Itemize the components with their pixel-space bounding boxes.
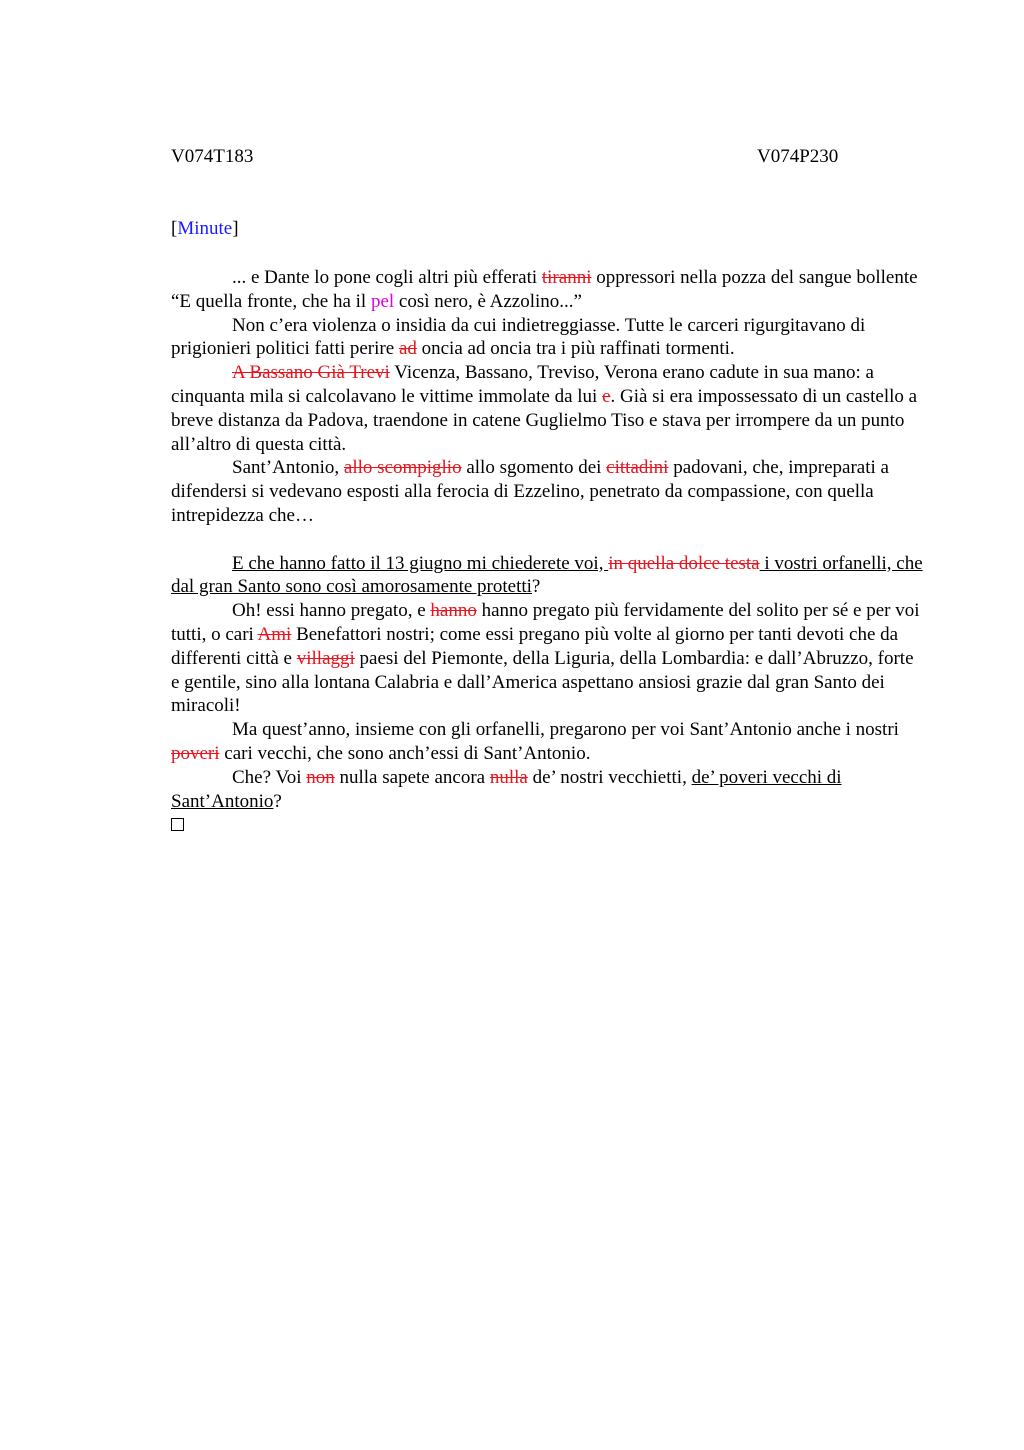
deleted-text: Ami [257, 623, 292, 645]
text: ? [531, 576, 541, 598]
text: nulla sapete ancora [334, 766, 490, 788]
text: . Già si era impossessato di un castello a breve distanza da Padova, traendone in catene Guglielmo Tiso e stava per irrompere da un punto all’altro di questa città. [171, 385, 918, 455]
text: ... e Dante lo pone cogli altri più efferati [232, 267, 542, 288]
bracket-close: ] [232, 218, 239, 239]
text: cari vecchi, che sono anch’essi di Sant’Antonio. [219, 742, 591, 764]
underlined-text: de’ poveri vecchi di Sant’Antonio [171, 766, 842, 812]
paragraph-3 [171, 361, 923, 456]
inserted-text: pel [370, 290, 395, 312]
bracket-open: [ [171, 218, 178, 239]
text: ? [273, 790, 282, 812]
deleted-text: villaggi [296, 647, 355, 669]
header-right-code: V074P230 [757, 146, 839, 167]
header-left-code: V074T183 [171, 146, 254, 167]
paragraph-6 [171, 599, 923, 718]
section-label: Minute [177, 218, 233, 239]
end-box-icon [171, 818, 184, 831]
text: Oh! essi hanno pregato, e [232, 600, 431, 622]
end-marker [171, 813, 923, 838]
deleted-text: non [306, 766, 335, 788]
section-tag [171, 218, 239, 240]
text: oncia ad oncia tra i più raffinati tormenti. [416, 338, 735, 360]
document-body [171, 266, 923, 838]
text: Che? Voi [232, 766, 307, 788]
paragraph-gap [171, 528, 923, 552]
paragraph-8 [171, 766, 923, 814]
text: de’ nostri vecchietti, [527, 766, 692, 788]
deleted-text: hanno [430, 600, 477, 622]
deleted-text: tiranni [541, 267, 592, 288]
text: hanno pregato più fervidamente del solito per sé e per voi tutti, o cari [171, 600, 920, 645]
deleted-text: cittadini [606, 457, 669, 479]
underlined-text: i vostri orfanelli, che dal gran Santo sono così amorosamente protetti [171, 552, 923, 598]
text: Vicenza, Bassano, Treviso, Verona erano cadute in sua mano: a cinquanta mila si calcolavano le vittime immolate da lui [171, 362, 874, 407]
text: così nero, è Azzolino...” [394, 290, 582, 312]
deleted-text: A Bassano Già Trevi [232, 362, 390, 384]
paragraph-5 [171, 552, 923, 600]
paragraph-1 [171, 266, 923, 314]
deleted-text: in quella dolce testa [608, 552, 760, 574]
text: allo sgomento dei [461, 457, 607, 479]
text: Ma quest’anno, insieme con gli orfanelli, pregarono per voi Sant’Antonio anche i nostri [232, 719, 899, 741]
text: oppressori nella pozza del sangue bollente “E quella fronte, che ha il [171, 267, 918, 312]
paragraph-4 [171, 456, 923, 527]
text: Sant’Antonio, [232, 457, 344, 479]
paragraph-7 [171, 718, 923, 766]
text: padovani, che, impreparati a difendersi si vedevano esposti alla ferocia di Ezzelino, penetrato da compassione, con quella intrepidezza che… [171, 457, 889, 526]
underlined-text: E che hanno fatto il 13 giugno mi chiederete voi, [232, 552, 609, 574]
deleted-text: ad [398, 338, 417, 360]
text: paesi del Piemonte, della Liguria, della Lombardia: e dall’Abruzzo, forte e gentile, sino alla lontana Calabria e dall’America aspettano ansiosi grazie dal gran Santo dei miracoli! [171, 647, 914, 717]
deleted-text: nulla [489, 766, 528, 788]
deleted-text: allo scompiglio [343, 457, 462, 479]
text: Benefattori nostri; come essi pregano più volte al giorno per tanti devoti che da differenti città e [171, 623, 899, 669]
deleted-text: e [602, 385, 611, 407]
paragraph-2 [171, 314, 923, 362]
deleted-text: poveri [171, 742, 220, 764]
text: Non c’era violenza o insidia da cui indietreggiasse. Tutte le carceri rigurgitavano di prigionieri politici fatti perire [171, 314, 866, 360]
